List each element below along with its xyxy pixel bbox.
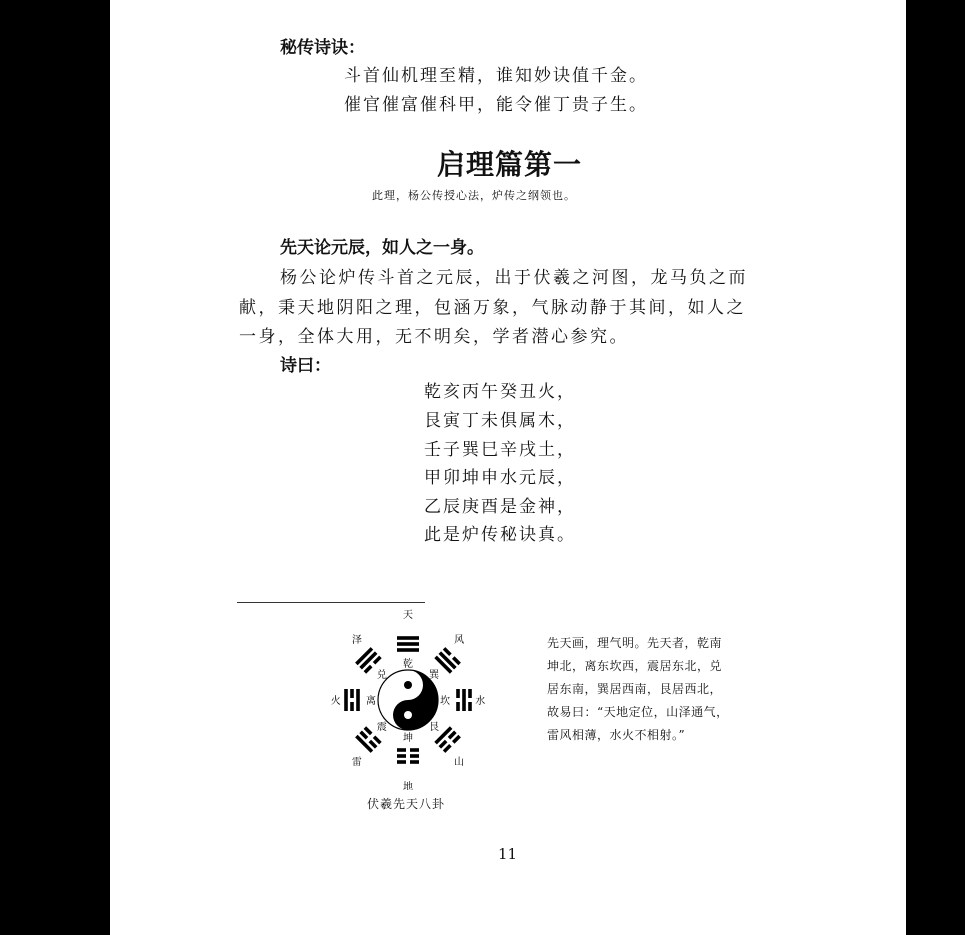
poem-line-1: 乾亥丙午癸丑火，: [424, 382, 576, 402]
trigram-name: 震: [376, 722, 387, 734]
trigram-image: 火: [330, 696, 341, 707]
poem-line-5: 乙辰庚酉是金神，: [424, 497, 576, 517]
section-heading: 先天论元辰，如人之一身。: [280, 238, 484, 258]
trigram-巽: [429, 634, 464, 681]
book-page: [110, 0, 906, 935]
trigram-乾: [397, 609, 419, 670]
page-number: 11: [498, 845, 518, 863]
secret-verse-line-2: 催官催富催科甲，能令催丁贵子生。: [344, 95, 648, 115]
trigram-image: 风: [454, 635, 465, 647]
poem-heading: 诗曰：: [280, 356, 331, 376]
trigram-name: 乾: [403, 659, 413, 670]
trigram-name: 艮: [429, 722, 440, 734]
trigram-image: 天: [403, 610, 413, 621]
yin-yang-icon: [378, 670, 438, 730]
trigram-image: 泽: [351, 635, 362, 647]
trigram-坎: [440, 689, 485, 711]
chapter-title: 启理篇第一: [437, 148, 583, 181]
side-note: 先天画，理气明。先天者，乾南坤北，离东坎西，震居东北，兑居东南，巽居西南，艮居西北，故易曰：“天地定位，山泽通气，雷风相薄，水火不相射。”: [547, 636, 729, 742]
paragraph-line-1: 杨公论炉传斗首之元辰，出于伏羲之河图，龙马负之而: [280, 268, 748, 288]
trigram-艮: [429, 721, 464, 768]
chapter-subtitle: 此理，杨公传授心法，炉传之纲领也。: [372, 189, 576, 202]
secret-verse-line-1: 斗首仙机理至精，谁知妙诀值千金。: [344, 66, 648, 86]
trigram-name: 兑: [376, 669, 387, 681]
trigram-name: 离: [366, 696, 376, 707]
figure-caption: 伏羲先天八卦: [367, 797, 446, 811]
trigram-兑: [352, 634, 387, 681]
paragraph-line-3: 一身，全体大用，无不明矣，学者潜心参究。: [239, 327, 629, 347]
trigram-image: 地: [403, 782, 413, 790]
trigram-image: 雷: [351, 756, 362, 768]
poem-line-2: 艮寅丁未俱属木，: [424, 411, 576, 431]
trigram-name: 坎: [440, 696, 450, 707]
paragraph-line-2: 献，秉天地阴阳之理，包涵万象，气脉动静于其间，如人之: [239, 298, 746, 318]
trigram-坤: [397, 731, 419, 790]
trigram-name: 坤: [403, 733, 413, 744]
poem-line-6: 此是炉传秘诀真。: [424, 525, 576, 545]
trigram-image: 山: [454, 756, 465, 768]
trigram-离: [331, 689, 376, 711]
trigram-name: 巽: [429, 669, 440, 681]
poem-line-3: 壬子巽巳辛戌土，: [424, 440, 576, 460]
trigram-震: [352, 721, 387, 768]
trigram-image: 水: [475, 696, 486, 707]
poem-line-4: 甲卯坤申水元辰，: [424, 468, 576, 488]
bagua-diagram: [328, 600, 488, 790]
secret-verse-heading: 秘传诗诀：: [280, 38, 365, 58]
